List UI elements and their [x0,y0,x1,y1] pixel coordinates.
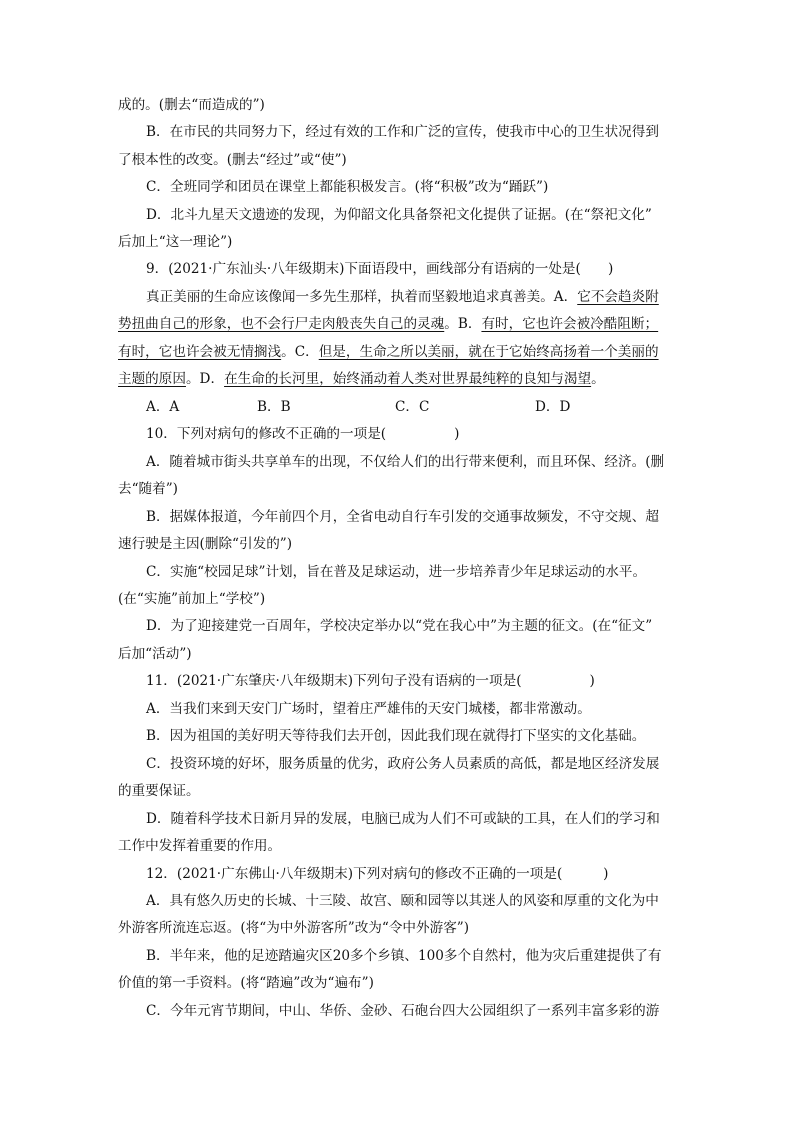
text-line: 成的。(删去“而造成的”) [118,97,265,113]
underlined-segment-c: 但是，生命之所以美丽，就在于它始终高扬着一个美丽的 [318,344,659,360]
underlined-segment-c: 主题的原因 [118,371,186,387]
text-line: D．为了迎接建党一百周年，学校决定举办以“党在我心中”为主题的征文。(在“征文” [146,618,653,634]
option-a: A．A [146,399,180,415]
text-line: B．因为祖国的美好明天等待我们去开创，因此我们现在就得打下坚实的文化基础。 [146,728,646,744]
passage-line: 真正美丽的生命应该像闻一多先生那样，执着而坚毅地追求真善美。A．它不会趋炎附 [146,289,659,305]
text-line: 后加上“这一理论”) [118,234,233,250]
text-line: 价值的第一手资料。(将“踏遍”改为“遍布”) [118,975,374,991]
text-line: 外游客所流连忘返。(将“为中外游客所”改为“令中外游客”) [118,920,470,936]
passage-line: 势扭曲自己的形象，也不会行尸走肉般丧失自己的灵魂。B．有时，它也许会被冷酷阻断； [118,316,659,332]
text-line: (在“实施”前加上“学校”) [118,591,266,607]
question-11-stem: 11．(2021·广东肇庆·八年级期末)下列句子没有语病的一项是( ) [146,673,595,689]
text-line: 的重要保证。 [118,783,200,799]
underlined-segment-b: 有时，它也许会被冷酷阻断； [481,316,659,332]
question-12-stem: 12．(2021·广东佛山·八年级期末)下列对病句的修改不正确的一项是( ) [146,866,609,882]
question-9-options [146,397,570,417]
underlined-segment-b: 有时，它也许会被无情搁浅 [118,344,282,360]
passage-line: 主题的原因。D．在生命的长河里，始终涌动着人类对世界最纯粹的良知与渴望。 [118,371,605,387]
question-9-stem: 9．(2021·广东汕头·八年级期末)下面语段中，画线部分有语病的一处是( ) [146,261,614,277]
underlined-segment-a: 势扭曲自己的形象，也不会行尸走肉般丧失自己的灵魂 [118,316,445,332]
option-b: B．B [257,399,291,415]
text-line: A．当我们来到天安门广场时，望着庄严雄伟的天安门城楼，都非常激动。 [146,701,591,717]
text-line: B．据媒体报道，今年前四个月，全省电动自行车引发的交通事故频发，不守交规、超 [146,509,659,525]
text-line: C．实施“校园足球”计划，旨在普及足球运动，进一步培养青少年足球运动的水平。 [146,564,647,580]
text-line: B．半年来，他的足迹踏遍灾区20多个乡镇、100多个自然村，他为灾后重建提供了有 [146,948,662,964]
text-line: 工作中发挥着重要的作用。 [118,838,282,854]
text-line: C．今年元宵节期间，中山、华侨、金砂、石砲台四大公园组织了一系列丰富多彩的游 [146,1003,660,1019]
text-line: 速行驶是主因(删除“引发的”) [118,536,293,552]
text-line: 了根本性的改变。(删去“经过”或“使”) [118,152,347,168]
question-10-stem: 10．下列对病句的修改不正确的一项是( ) [146,426,460,442]
text-line: D．北斗九星天文遗迹的发现，为仰韶文化具备祭祀文化提供了证据。(在“祭祀文化” [146,207,652,223]
text-line: 后加“活动”) [118,646,192,662]
option-d: D．D [535,399,571,415]
text-line: D．随着科学技术日新月异的发展，电脑已成为人们不可或缺的工具，在人们的学习和 [146,811,660,827]
underlined-segment-d: 在生命的长河里，始终涌动着人类对世界最纯粹的良知与渴望 [224,371,592,387]
passage-line: 有时，它也许会被无情搁浅。C．但是，生命之所以美丽，就在于它始终高扬着一个美丽的 [118,344,659,360]
text-line: C．投资环境的好坏，服务质量的优劣，政府公务人员素质的高低，都是地区经济发展 [146,756,660,772]
text-line: A．具有悠久历史的长城、十三陵、故宫、颐和园等以其迷人的风姿和厚重的文化为中 [146,893,659,909]
text-line: 去“随着”) [118,481,178,497]
option-c: C．C [395,399,430,415]
text-line: C．全班同学和团员在课堂上都能积极发言。(将“积极”改为“踊跃”) [146,179,549,195]
text-line: B．在市民的共同努力下，经过有效的工作和广泛的宣传，使我市中心的卫生状况得到 [146,124,659,140]
text-line: A．随着城市街头共享单车的出现，不仅给人们的出行带来便利，而且环保、经济。(删 [146,454,665,470]
underlined-segment-a: 它不会趋炎附 [577,289,659,305]
